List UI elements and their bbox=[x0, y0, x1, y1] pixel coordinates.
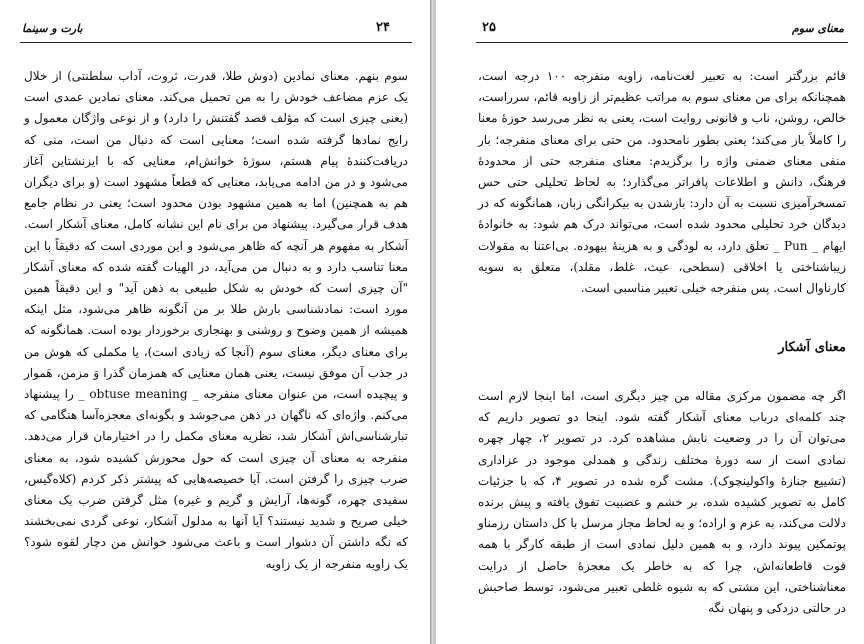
section-heading: معنای آشکار bbox=[778, 340, 846, 355]
header-rule bbox=[20, 42, 412, 43]
paragraph: اگر چه مضمون مرکزی مقاله من چیز دیگری است، اما اینجا لازم است چند کلمه‌ای درباب معنای آشکار گفته شود. اینجا دو تصویر داریم که می‌توان آن را در وضعیت نابش مشاهده کرد. در تصویر ۲، چهار چهره نمادی است از سه دورهٔ مختلف زندگی و همدلی موجود در عزاداری (تشییع جنازهٔ واکولینچوک). مشت گره شده در تصویر ۴، که با جزئیات کامل به تصویر کشیده شده، بر خشم و عصبیت تفوق یافته و پیش برنده دلالت می‌کند، به عزم و اراده؛ و به لحاظ مجاز مرسل با کل داستان رزمناو پوتمکین پیوند دارد، و به همین دلیل نمادی است از طبقه کارگر با همه قوت قاطعانه‌اش، چرا که به خاطر یک معجزهٔ حاصل از درایت معناشناختی، این مشتی که به شیوه غلطی تعبیر می‌شود، توسط صاحبش در حالتی دزدکی و پنهان نگه bbox=[478, 389, 846, 616]
body-text bbox=[24, 66, 408, 575]
page-number: ۲۵ bbox=[482, 20, 496, 35]
right-page bbox=[436, 0, 864, 644]
paragraph: قائم بزرگتر است: به تعبیر لغت‌نامه، زاویه منفرجه ۱۰۰ درجه است، همچنانکه برای من معنای سوم به مراتب عظیم‌تر از زاویه قائم، سرراست، خالص، روشن، ناب و قانونی روایت است، یعنی به نظر می‌رسد حوزهٔ معنا را کاملاً باز می‌کند؛ یعنی بطور نامحدود. من حتی برای معنای منفرجه؛ بار منفی معنای ضمنی واژه را برگزیدم: معنای منفرجه حتی از محدودهٔ فرهنگ، دانش و اطلاعات پافراتر می‌گذارد؛ به لحاظ تحلیلی حتی حس تمسخرآمیزی نسبت به آن دارد: بازشدن به بیکرانگی زبان، همانگونه که در دیدگان خرد تحلیلی محدود شده است، می‌تواند درک هم شود: به خانوادهٔ ایهام _ Pun _ تعلق دارد، به لودگی و به هزینهٔ بیهوده. بی‌اعتنا به مقولات زیباشناختی یا اخلاقی (سطحی، عبث، غلط، مقلد)، متعلق به سویه کارناوال است. پس منفرجه خیلی تعبیر مناسبی است. bbox=[478, 69, 847, 296]
left-page bbox=[0, 0, 430, 644]
page-number: ۲۴ bbox=[376, 20, 390, 35]
body-text bbox=[478, 386, 846, 619]
running-header-title: بارت و سینما bbox=[22, 22, 83, 35]
paragraph: سوم بنهم. معنای نمادین (دوش طلا، قدرت، ثروت، آداب سلطنتی) از خلال یک عزم مضاعف خودش را به من تحمیل می‌کند. معنای نمادین عمدی است (یعنی چیزی است که مؤلف قصد گفتنش را دارد) و از نوعی واژگان معمول و رایج نمادها گرفته شده است؛ معنایی است که دنبال من است، منی که دریافت‌کنندهٔ پیام هستم، سوژهٔ خوانش‌ام، معنایی که با ایزنشتاین آغاز می‌شود و در من ادامه می‌یابد، معنایی که قطعاً مشهود است (و برای دیگران هم به همچنین) اما به همین مشهود بودن محدود است؛ یعنی در نظام جامع هدف قرار می‌گیرد. پیشنهاد من برای نام این نشانه کامل، معنای آشکار است. آشکار به مفهوم هر آنچه که ظاهر می‌شود و این موردی است که دقیقاً با این معنا تناسب دارد و به دنبال من می‌آید، در الهیات گفته شده که معنای آشکار "آن چیزی است که خودش به شکل طبیعی به ذهن آید" و این دقیقاً همین مورد است: نمادشناسی بارش طلا بر من آنگونه ظاهر می‌شود، مثل اینکه همیشه از همین وضوح و روشنی و بهنجاری برخوردار بوده است. همانگونه که برای معنای دیگر، معنای سوم (آنجا که زیادی است)، یا مکملی که هوش من در جذب آن موفق نیست، یعنی همان معنایی که همزمان گذرا وَ مزمن، هَموار و پیچیده است، من عنوان معنای منفرجه _ obtuse meaning _ را پیشنهاد می‌کنم. واژه‌ای که ناگهان در ذهن می‌جوشد و بگونه‌ای معجزه‌آسا هنگامی که تبارشناسی‌اش آشکار شد، نظریه معنای مکمل را در اختیارمان قرار می‌دهد. منفرجه به معنای آن چیزی است که حول محورش کشیده شود، به معنای ضرب چیزی را گرفتن است. آیا خصیصه‌هایی که پیشتر ذکر کردم (کلاه‌گیس، سفیدی چهره، گونه‌ها، آرایش و گریم و غیره) مثل گرفتن ضرب یک معنای خیلی صریح و شدید نیستند؟ آیا آنها به مدلول آشکار، نوعی گردی نمی‌بخشند که نگه داشتن آن دشوار است و باعث می‌شود خوانش من دچار لقوه شود؟ یک زاویه منفرجه از یک زاویه bbox=[24, 69, 409, 571]
header-rule bbox=[476, 42, 848, 43]
running-header-title: معنای سوم bbox=[791, 22, 844, 35]
body-text bbox=[478, 66, 846, 299]
